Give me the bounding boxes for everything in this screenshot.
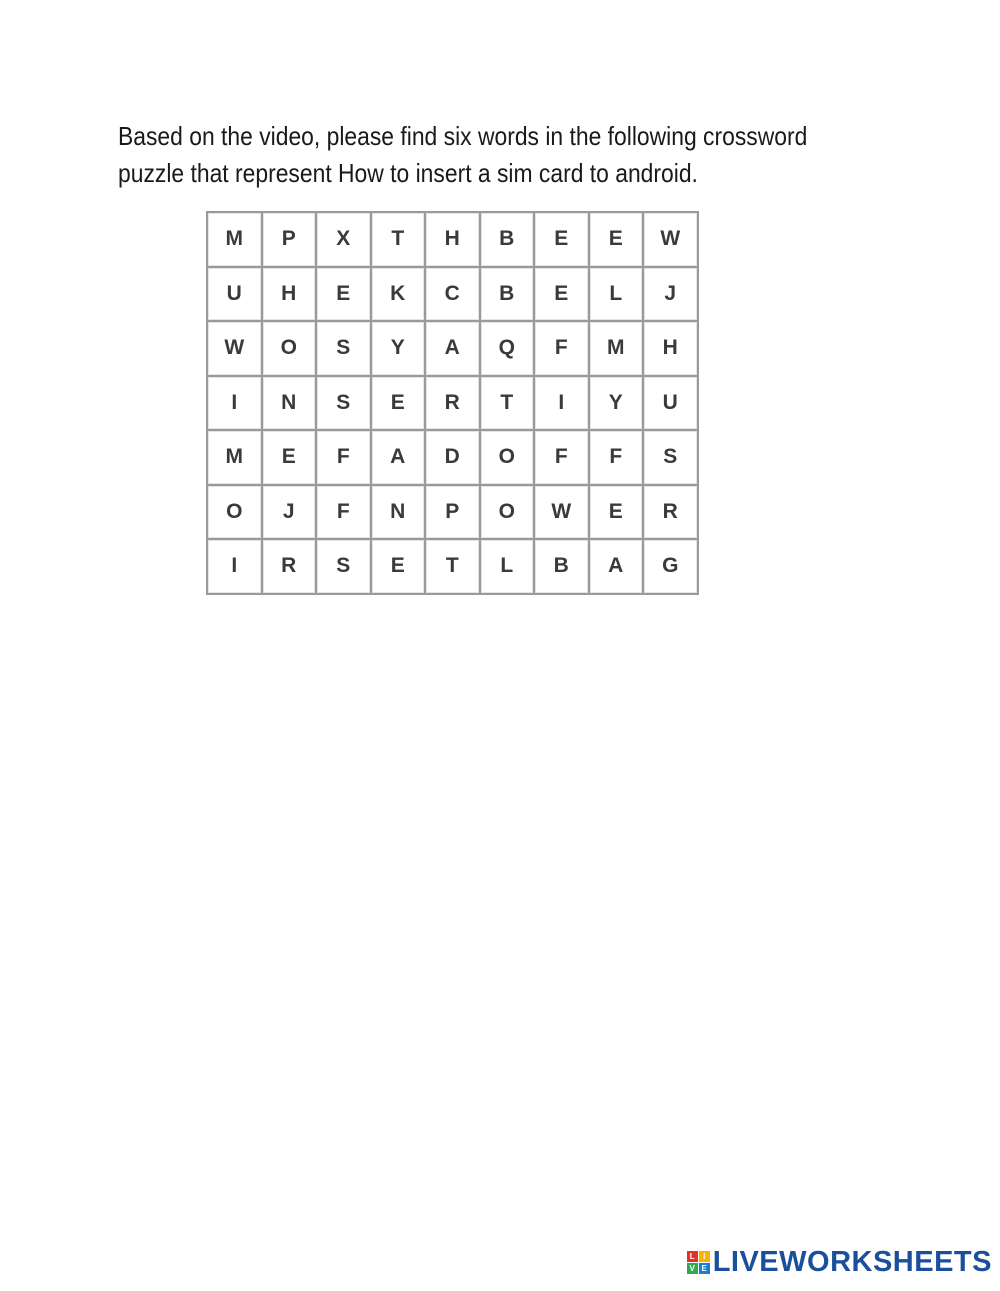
grid-cell[interactable]: E — [535, 213, 588, 266]
grid-cell[interactable]: I — [535, 377, 588, 430]
grid-cell[interactable]: S — [317, 377, 370, 430]
grid-cell[interactable]: Q — [481, 322, 534, 375]
grid-cell[interactable]: E — [590, 486, 643, 539]
grid-cell[interactable]: M — [208, 431, 261, 484]
grid-cell[interactable]: T — [481, 377, 534, 430]
grid-cell[interactable]: B — [535, 540, 588, 593]
grid-cell[interactable]: S — [317, 540, 370, 593]
grid-cell[interactable]: L — [481, 540, 534, 593]
grid-cell[interactable]: R — [263, 540, 316, 593]
grid-cell[interactable]: N — [372, 486, 425, 539]
grid-cell[interactable]: C — [426, 268, 479, 321]
grid-cell[interactable]: J — [263, 486, 316, 539]
grid-cell[interactable]: W — [535, 486, 588, 539]
grid-cell[interactable]: O — [481, 431, 534, 484]
grid-cell[interactable]: M — [208, 213, 261, 266]
grid-cell[interactable]: I — [208, 377, 261, 430]
grid-cell[interactable]: F — [535, 322, 588, 375]
grid-cell[interactable]: J — [644, 268, 697, 321]
grid-cell[interactable]: A — [590, 540, 643, 593]
grid-cell[interactable]: Y — [590, 377, 643, 430]
grid-cell[interactable]: E — [590, 213, 643, 266]
grid-cell[interactable]: E — [535, 268, 588, 321]
grid-cell[interactable]: R — [644, 486, 697, 539]
grid-cell[interactable]: P — [426, 486, 479, 539]
grid-cell[interactable]: H — [426, 213, 479, 266]
grid-cell[interactable]: E — [372, 377, 425, 430]
grid-cell[interactable]: O — [481, 486, 534, 539]
grid-cell[interactable]: T — [372, 213, 425, 266]
instructions — [118, 118, 808, 192]
instructions-line-1: Based on the video, please find six words in the following crossword — [118, 121, 808, 151]
grid-cell[interactable]: O — [263, 322, 316, 375]
grid-cell[interactable]: T — [426, 540, 479, 593]
grid-cell[interactable]: F — [590, 431, 643, 484]
grid-cell[interactable]: I — [208, 540, 261, 593]
grid-cell[interactable]: S — [644, 431, 697, 484]
grid-cell[interactable]: H — [263, 268, 316, 321]
grid-cell[interactable]: B — [481, 268, 534, 321]
logo-square: I — [699, 1251, 710, 1262]
logo-square: V — [687, 1263, 698, 1274]
liveworksheets-brand — [687, 1246, 992, 1279]
grid-cell[interactable]: O — [208, 486, 261, 539]
grid-cell[interactable]: S — [317, 322, 370, 375]
grid-cell[interactable]: E — [372, 540, 425, 593]
logo-square: L — [687, 1251, 698, 1262]
grid-cell[interactable]: W — [208, 322, 261, 375]
grid-cell[interactable]: X — [317, 213, 370, 266]
grid-cell[interactable]: U — [644, 377, 697, 430]
grid-cell[interactable]: D — [426, 431, 479, 484]
grid-cell[interactable]: U — [208, 268, 261, 321]
grid-cell[interactable]: F — [317, 486, 370, 539]
liveworksheets-logo-icon — [687, 1251, 710, 1274]
grid-cell[interactable]: E — [263, 431, 316, 484]
instructions-line-2: puzzle that represent How to insert a sim card to android. — [118, 158, 698, 188]
grid-cell[interactable]: W — [644, 213, 697, 266]
brand-text: LIVEWORKSHEETS — [712, 1246, 992, 1278]
grid-cell[interactable]: N — [263, 377, 316, 430]
grid-cell[interactable]: F — [317, 431, 370, 484]
grid-cell[interactable]: F — [535, 431, 588, 484]
grid-cell[interactable]: G — [644, 540, 697, 593]
grid-cell[interactable]: R — [426, 377, 479, 430]
grid-cell[interactable]: M — [590, 322, 643, 375]
logo-square: E — [699, 1263, 710, 1274]
grid-cell[interactable]: L — [590, 268, 643, 321]
grid-cell[interactable]: A — [372, 431, 425, 484]
grid-cell[interactable]: Y — [372, 322, 425, 375]
word-search-grid — [206, 211, 699, 595]
grid-cell[interactable]: K — [372, 268, 425, 321]
grid-cell[interactable]: H — [644, 322, 697, 375]
grid-cell[interactable]: E — [317, 268, 370, 321]
grid-cell[interactable]: B — [481, 213, 534, 266]
grid-cell[interactable]: A — [426, 322, 479, 375]
grid-cell[interactable]: P — [263, 213, 316, 266]
